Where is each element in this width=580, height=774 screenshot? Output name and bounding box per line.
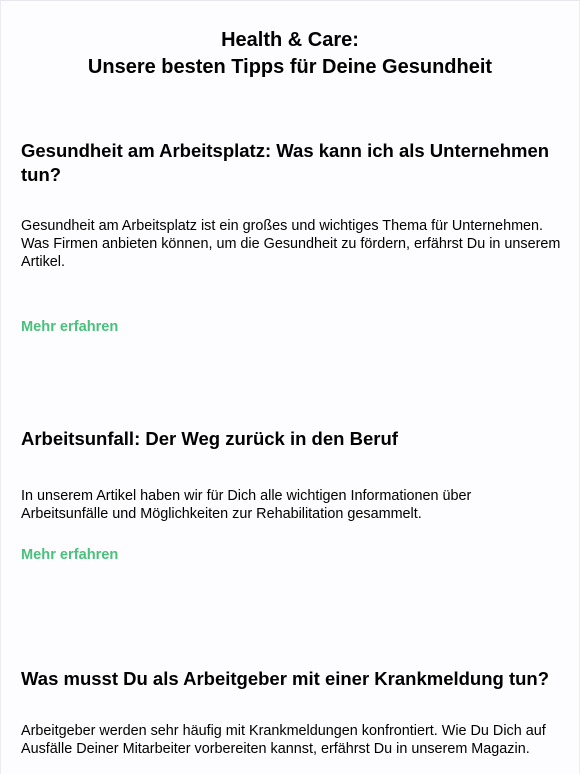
article-description-sick-note: Arbeitgeber werden sehr häufig mit Krankmeldungen konfrontiert. Wie Du Dich auf Ausfälle Deiner Mitarbeiter vorbereiten kannst, erfährst Du in unserem Magazin.	[21, 723, 546, 757]
article-description-work-accident: In unserem Artikel haben wir für Dich alle wichtigen Informationen über Arbeitsunfälle und Möglichkeiten zur Rehabilitation gesammelt.	[21, 488, 472, 522]
page-title-line1: Health & Care:	[221, 29, 359, 51]
article-title-sick-note: Was musst Du als Arbeitgeber mit einer Krankmeldung tun?	[21, 668, 550, 689]
article-title-workplace-health: Gesundheit am Arbeitsplatz: Was kann ich als Unternehmen tun?	[21, 140, 550, 185]
read-more-link-work-accident[interactable]: Mehr erfahren	[21, 547, 119, 563]
article-description-workplace-health: Gesundheit am Arbeitsplatz ist ein großes und wichtiges Thema für Unternehmen. Was Firmen anbieten können, um die Gesundheit zu fördern, erfährst Du in unserem Artikel.	[21, 218, 561, 270]
article-title-work-accident: Arbeitsunfall: Der Weg zurück in den Beruf	[21, 428, 398, 449]
read-more-link-workplace-health[interactable]: Mehr erfahren	[21, 319, 119, 335]
page-title	[0, 27, 580, 81]
page-title-line2: Unsere besten Tipps für Deine Gesundheit	[87, 56, 493, 78]
